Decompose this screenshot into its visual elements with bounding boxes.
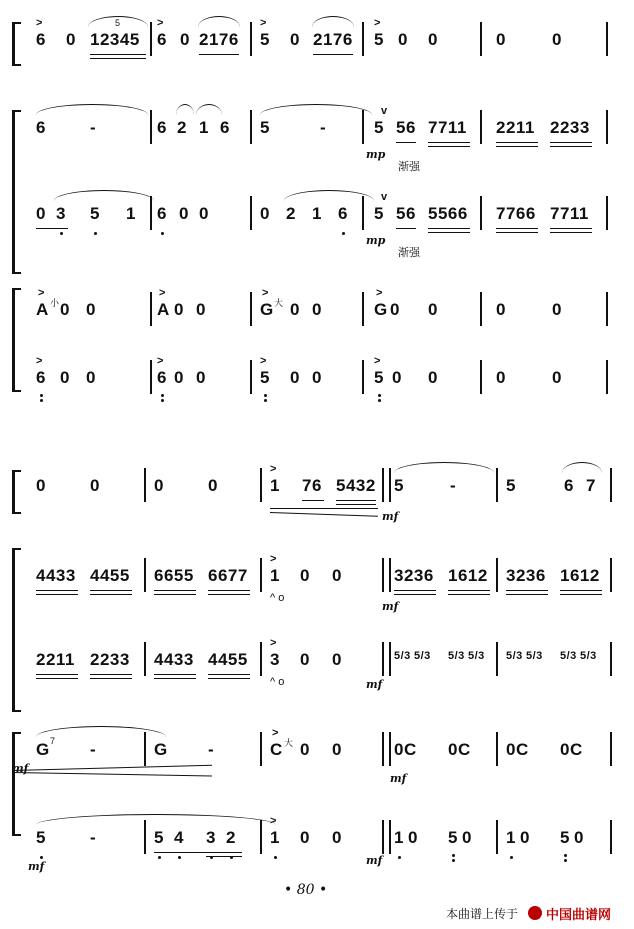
page-number: • 80 • [284,882,328,898]
note: 2233 [90,650,130,669]
note: 2 [226,828,236,847]
note: 0 [290,368,300,387]
note: 3 [56,204,66,223]
note: - [208,740,215,759]
note: 5 [260,368,270,387]
bar-line [362,22,364,56]
dynamic-mark: mf [12,762,29,775]
bar-line [496,732,498,766]
note: 0 [462,828,472,847]
bar-line [362,110,364,144]
note: 6 [36,118,46,137]
bar-line [260,820,262,854]
note: 6 [157,368,167,387]
uploader-text: 本曲谱上传于 [446,907,519,921]
note: 0 [574,828,584,847]
note: 1 [506,828,516,847]
note: 0 [496,368,506,387]
note: 0 [199,204,209,223]
site-name: 中国曲谱网 [546,907,612,922]
note: 0 [60,300,70,319]
note: 0 [398,30,408,49]
note: 0 [260,204,270,223]
note: 0C [448,740,471,759]
bar-line [150,196,152,230]
bar-line [610,558,612,592]
note: 0 [390,300,400,319]
note: 6 [157,30,167,49]
note: 7 [586,476,596,495]
dynamic-mark: mp [366,148,386,161]
note: 0 [174,300,184,319]
staff-4: > A 小 0 0 > A 0 0 > G 大 0 0 > G 0 0 0 0 [0,280,634,340]
note: 0 [179,204,189,223]
note: - [90,118,97,137]
note: 0 [520,828,530,847]
note: 4455 [90,566,130,585]
chord-symbol: G [374,300,388,319]
staff-1: > 6 0 5 12345 > 6 0 2176 > 5 0 2176 > 5 0 0 0 0 [0,10,634,70]
note: 5/3 [560,650,577,662]
note: - [90,828,97,847]
bar-line [260,732,262,766]
expression-text: 渐强 [398,161,420,173]
bar-line [362,196,364,230]
note: 5 [154,828,164,847]
note: 0 [428,300,438,319]
note: 5 [374,118,384,137]
note: 5 [394,476,404,495]
bar-line [250,22,252,56]
note: 2211 [36,650,75,669]
note: 5/3 [580,650,597,662]
note: 0 [392,368,402,387]
note: 3236 [506,566,546,585]
note: 0 [174,368,184,387]
note: 0 [428,368,438,387]
note: 2211 [496,118,535,137]
dynamic-mark: mf [382,600,399,613]
note: 0 [196,368,206,387]
note: 1 [199,118,209,137]
bar-line [250,360,252,394]
note: 5/3 [448,650,465,662]
note: 6 [338,204,348,223]
double-bar-line [382,468,391,502]
note: 5/3 [414,650,431,662]
note: 0C [394,740,417,759]
note: 5/3 [526,650,543,662]
note: 0 [180,30,190,49]
bar-line [250,196,252,230]
note: - [90,740,97,759]
note: 0 [300,650,310,669]
note: 0C [560,740,583,759]
note: 2233 [550,118,590,137]
staff-3: 0 3 5 1 6 0 0 0 2 1 6 v 5 56 5566 mp 渐强 7766 7711 [0,184,634,244]
note: 5 [448,828,458,847]
note: 0 [552,300,562,319]
note: 0 [154,476,164,495]
bar-line [144,820,146,854]
bar-line [610,642,612,676]
note: 3 [206,828,216,847]
bar-line [610,468,612,502]
expression-text: 渐强 [398,247,420,259]
note: 5/3 [468,650,485,662]
bar-line [480,196,482,230]
bar-line [144,732,146,766]
note: 1 [126,204,136,223]
note: 0 [312,368,322,387]
note: 0 [300,828,310,847]
bar-line [250,292,252,326]
note: 7711 [428,118,467,137]
note: 5 [560,828,570,847]
bar-line [480,22,482,56]
note: 0 [60,368,70,387]
note: 0 [86,368,96,387]
bar-line [260,468,262,502]
note: 2 [177,118,187,137]
chord-symbol: G [36,740,50,759]
note: 6 [157,118,167,137]
note: 6 [220,118,230,137]
note: 0 [300,740,310,759]
note: 0 [66,30,76,49]
note: 6 [157,204,167,223]
note: 1 [312,204,322,223]
bar-line [606,110,608,144]
note: 3 [270,650,280,669]
note: 76 [302,476,322,495]
note: 0 [90,476,100,495]
staff-2: 6 - 6 2 1 6 5 - v 5 56 7711 mp 渐强 2211 2233 [0,98,634,158]
bar-line [610,732,612,766]
dynamic-mark: mf [366,854,383,867]
bar-line [606,360,608,394]
bar-line [144,468,146,502]
note: 5/3 [506,650,523,662]
bar-line [496,558,498,592]
note: 4 [174,828,184,847]
chord-symbol: A [36,300,49,319]
dynamic-mark: mf [28,860,45,873]
chord-symbol: G [260,300,274,319]
note: 4433 [154,650,194,669]
bar-line [480,110,482,144]
note: 0 [36,204,46,223]
note: 12345 [90,30,140,49]
note: 0 [332,650,342,669]
note: 5 [506,476,516,495]
note: 0 [312,300,322,319]
chord-quality: 小 [50,298,60,308]
note: 1 [270,566,280,585]
note: 0C [506,740,529,759]
chord-extension: 7 [50,736,56,746]
note: 1612 [560,566,600,585]
note: 0 [332,740,342,759]
bar-line [150,360,152,394]
note: 6 [36,30,46,49]
bar-line [250,110,252,144]
note: 5 [374,368,384,387]
tuplet-mark: 5 [115,18,121,28]
dynamic-mark: mf [390,772,407,785]
note: 2176 [199,30,239,49]
note: 56 [396,204,416,223]
note: 3236 [394,566,434,585]
staff-4: G 7 - G - mf > C 大 0 0 mf 0C 0C 0C 0C [0,720,634,780]
dynamic-mark: mf [382,510,399,523]
note: 5 [374,204,384,223]
note: 1 [270,828,280,847]
bar-line [150,292,152,326]
bar-line [606,22,608,56]
bar-line [144,558,146,592]
note: 2176 [313,30,353,49]
double-bar-line [382,820,391,854]
note: 2 [286,204,296,223]
double-bar-line [382,642,391,676]
bar-line [362,292,364,326]
bar-line [144,642,146,676]
note: 5432 [336,476,376,495]
bar-line [496,468,498,502]
bar-line [610,820,612,854]
bar-line [150,110,152,144]
bar-line [606,292,608,326]
note: 6 [564,476,574,495]
chord-symbol: C [270,740,283,759]
note: 4455 [208,650,248,669]
note: 0 [196,300,206,319]
note: 0 [300,566,310,585]
note: 5 [260,30,270,49]
note: 0 [332,566,342,585]
site-logo-icon [528,906,542,920]
note: 0 [496,300,506,319]
note: 0 [332,828,342,847]
double-bar-line [382,732,391,766]
staff-5: > 6 0 0 > 6 0 0 > 5 0 0 > 5 0 0 0 0 [0,348,634,408]
note: 5566 [428,204,468,223]
note: 1 [394,828,404,847]
note: 0 [408,828,418,847]
note: 0 [36,476,46,495]
note: 0 [428,30,438,49]
chord-symbol: G [154,740,168,759]
note: 5 [90,204,100,223]
note: 0 [552,30,562,49]
bar-line [150,22,152,56]
note: - [450,476,457,495]
note: 0 [208,476,218,495]
staff-3: 2211 2233 4433 4455 > 3 0 0 ^ o mf 5/3 5/3 5/3 5/3 5/3 5/3 5/3 5/3 [0,630,634,690]
note: 6677 [208,566,248,585]
note: 1 [270,476,280,495]
bar-line [480,360,482,394]
note: 5 [260,118,270,137]
staff-2: 4433 4455 6655 6677 > 1 0 0 ^ o mf 3236 1612 3236 1612 [0,546,634,606]
note: 7766 [496,204,536,223]
chord-quality: 大 [274,298,284,308]
note: 7711 [550,204,589,223]
note: - [320,118,327,137]
double-bar-line [382,558,391,592]
bar-line [606,196,608,230]
dynamic-mark: mp [366,234,386,247]
staff-5: 5 - mf 5 4 3 2 > 1 0 0 mf 1 0 5 0 1 0 5 0 [0,808,634,868]
note: 5/3 [394,650,411,662]
bar-line [260,558,262,592]
staff-1: 0 0 0 0 > 1 76 5432 mf 5 - 5 6 7 [0,456,634,516]
chord-quality: 大 [284,738,294,748]
note: 0 [552,368,562,387]
note: 6 [36,368,46,387]
note: 0 [290,30,300,49]
note: 5 [36,828,46,847]
bar-line [496,642,498,676]
bar-line [480,292,482,326]
note: 4433 [36,566,76,585]
note: 0 [86,300,96,319]
note: 6655 [154,566,194,585]
bar-line [260,642,262,676]
chord-symbol: A [157,300,170,319]
bar-line [496,820,498,854]
note: 0 [496,30,506,49]
bar-line [362,360,364,394]
note: 0 [290,300,300,319]
note: 1612 [448,566,488,585]
note: 5 [374,30,384,49]
note: 56 [396,118,416,137]
dynamic-mark: mf [366,678,383,691]
